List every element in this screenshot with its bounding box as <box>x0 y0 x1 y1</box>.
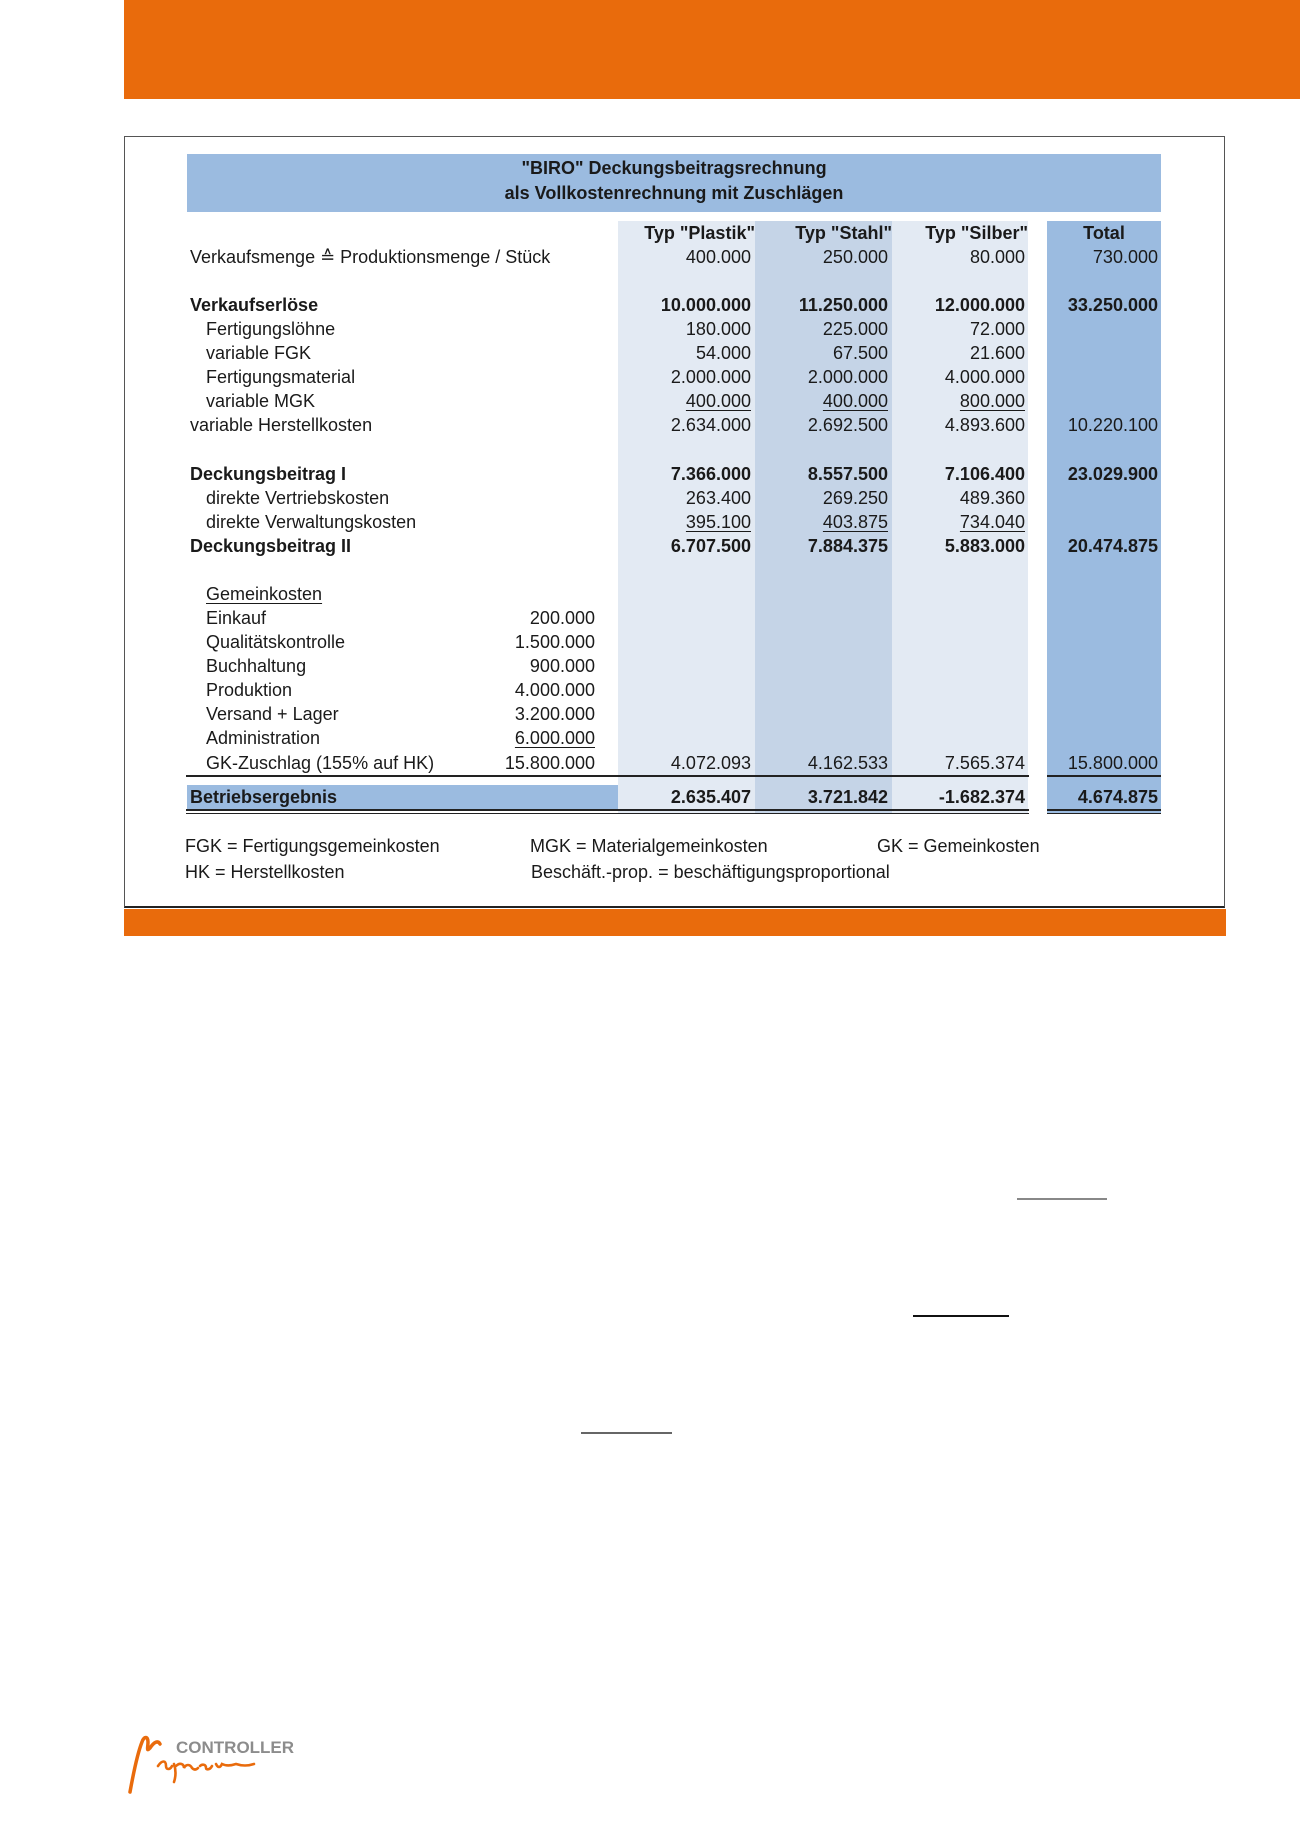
cell-stahl: 400.000 <box>822 391 888 411</box>
cell-silber: 489.360 <box>959 488 1025 508</box>
table-row <box>0 486 1300 510</box>
overhead-row <box>0 630 1300 654</box>
table-title: "BIRO" Deckungsbeitragsrechnung <box>521 158 827 178</box>
cell-silber: 80.000 <box>969 247 1025 267</box>
cell-stahl: 3.721.842 <box>807 787 888 807</box>
header-orange-band <box>124 0 1300 99</box>
rule-above-result-total <box>1047 775 1161 777</box>
logo-wordmark: CONTROLLER <box>176 1738 295 1757</box>
footer-orange-band <box>124 909 1226 936</box>
table-subtitle: als Vollkostenrechnung mit Zuschlägen <box>504 183 844 203</box>
cell-stahl: 8.557.500 <box>807 464 888 484</box>
overhead-value: 200.000 <box>529 608 595 628</box>
footnote-hk: HK = Herstellkosten <box>185 862 345 882</box>
answer-blank-line <box>1017 1198 1107 1200</box>
cell-total: 20.474.875 <box>1067 536 1158 556</box>
cell-total: 15.800.000 <box>1067 753 1158 773</box>
overhead-label: Administration <box>206 728 321 748</box>
cell-silber: -1.682.374 <box>938 787 1025 807</box>
row-label: Fertigungsmaterial <box>206 367 356 387</box>
cell-silber: 72.000 <box>969 319 1025 339</box>
cell-plastik: 10.000.000 <box>660 295 751 315</box>
col-header-silber: Typ "Silber" <box>925 223 1028 243</box>
row-label: Verkaufserlöse <box>190 295 319 315</box>
row-label: Deckungsbeitrag I <box>190 464 347 484</box>
overhead-label: Qualitätskontrolle <box>206 632 346 652</box>
result-row <box>0 785 1300 809</box>
cell-silber: 12.000.000 <box>934 295 1025 315</box>
double-rule-below-result-total <box>1047 809 1161 814</box>
footnote-gk: GK = Gemeinkosten <box>877 836 1040 856</box>
table-row <box>0 245 1300 269</box>
cell-stahl: 250.000 <box>822 247 888 267</box>
cell-plastik: 2.000.000 <box>670 367 751 387</box>
overhead-value: 1.500.000 <box>514 632 595 652</box>
row-label: variable Herstellkosten <box>190 415 373 435</box>
answer-blank-line <box>913 1315 1009 1317</box>
table-row <box>0 293 1300 317</box>
overhead-row <box>0 726 1300 750</box>
footnote-mgk: MGK = Materialgemeinkosten <box>530 836 768 856</box>
cell-silber: 21.600 <box>969 343 1025 363</box>
cell-plastik: 180.000 <box>685 319 751 339</box>
table-row <box>0 389 1300 413</box>
cell-total: 23.029.900 <box>1067 464 1158 484</box>
overhead-label: Einkauf <box>206 608 267 628</box>
cell-silber: 7.565.374 <box>944 753 1025 773</box>
cell-silber: 4.000.000 <box>944 367 1025 387</box>
col-header-plastik: Typ "Plastik" <box>644 223 755 243</box>
overhead-row <box>0 678 1300 702</box>
overhead-row <box>0 654 1300 678</box>
cell-plastik: 54.000 <box>695 343 751 363</box>
col-header-stahl: Typ "Stahl" <box>795 223 892 243</box>
cell-plastik: 400.000 <box>685 391 751 411</box>
cell-total: 730.000 <box>1092 247 1158 267</box>
cell-plastik: 2.634.000 <box>670 415 751 435</box>
table-row <box>0 462 1300 486</box>
overhead-heading: Gemeinkosten <box>206 584 323 604</box>
row-label: variable MGK <box>206 391 316 411</box>
cell-plastik: 263.400 <box>685 488 751 508</box>
column-header-row <box>0 221 1300 245</box>
overhead-label: Versand + Lager <box>206 704 339 724</box>
col-header-total: Total <box>1083 223 1125 243</box>
table-row <box>0 341 1300 365</box>
row-label: variable FGK <box>206 343 312 363</box>
cell-silber: 734.040 <box>959 512 1025 532</box>
answer-blank-line <box>581 1432 672 1434</box>
surcharge-label: GK-Zuschlag (155% auf HK) <box>206 753 435 773</box>
cell-silber: 4.893.600 <box>944 415 1025 435</box>
cell-stahl: 269.250 <box>822 488 888 508</box>
overhead-value: 4.000.000 <box>514 680 595 700</box>
cell-stahl: 2.692.500 <box>807 415 888 435</box>
row-label: Verkaufsmenge ≙ Produktionsmenge / Stück <box>190 247 551 267</box>
row-label: Fertigungslöhne <box>206 319 336 339</box>
cell-total: 33.250.000 <box>1067 295 1158 315</box>
cell-stahl: 225.000 <box>822 319 888 339</box>
overhead-value: 6.000.000 <box>514 728 595 748</box>
cell-stahl: 11.250.000 <box>798 295 888 315</box>
table-row <box>0 413 1300 437</box>
overhead-label: Buchhaltung <box>206 656 307 676</box>
cell-plastik: 7.366.000 <box>670 464 751 484</box>
cell-stahl: 7.884.375 <box>807 536 888 556</box>
overhead-row <box>0 606 1300 630</box>
surcharge-value: 15.800.000 <box>504 753 595 773</box>
footnote-bp: Beschäft.-prop. = beschäftigungsproportional <box>531 862 890 882</box>
row-label: direkte Verwaltungskosten <box>206 512 417 532</box>
cell-stahl: 67.500 <box>832 343 888 363</box>
cell-total: 10.220.100 <box>1067 415 1158 435</box>
row-label: Deckungsbeitrag II <box>190 536 352 556</box>
rule-above-result <box>186 775 1029 777</box>
row-label: direkte Vertriebskosten <box>206 488 390 508</box>
table-title-band <box>187 154 1161 212</box>
cell-silber: 7.106.400 <box>944 464 1025 484</box>
overhead-row <box>0 702 1300 726</box>
result-label: Betriebsergebnis <box>190 787 338 807</box>
table-row <box>0 365 1300 389</box>
cell-plastik: 4.072.093 <box>670 753 751 773</box>
table-row <box>0 317 1300 341</box>
table-row <box>0 510 1300 534</box>
cell-silber: 800.000 <box>959 391 1025 411</box>
footnote-fgk: FGK = Fertigungsgemeinkosten <box>185 836 440 856</box>
cell-silber: 5.883.000 <box>944 536 1025 556</box>
cell-plastik: 400.000 <box>685 247 751 267</box>
cell-plastik: 395.100 <box>685 512 751 532</box>
cell-stahl: 2.000.000 <box>807 367 888 387</box>
cell-stahl: 403.875 <box>822 512 888 532</box>
cell-plastik: 6.707.500 <box>670 536 751 556</box>
overhead-value: 3.200.000 <box>514 704 595 724</box>
overhead-label: Produktion <box>206 680 293 700</box>
double-rule-below-result <box>186 809 1029 814</box>
surcharge-row <box>0 751 1300 775</box>
cell-total: 4.674.875 <box>1077 787 1158 807</box>
cell-plastik: 2.635.407 <box>670 787 751 807</box>
controller-magazin-logo <box>124 1730 295 1798</box>
overhead-heading-row <box>0 582 1300 606</box>
table-row <box>0 534 1300 558</box>
cell-stahl: 4.162.533 <box>807 753 888 773</box>
overhead-value: 900.000 <box>529 656 595 676</box>
